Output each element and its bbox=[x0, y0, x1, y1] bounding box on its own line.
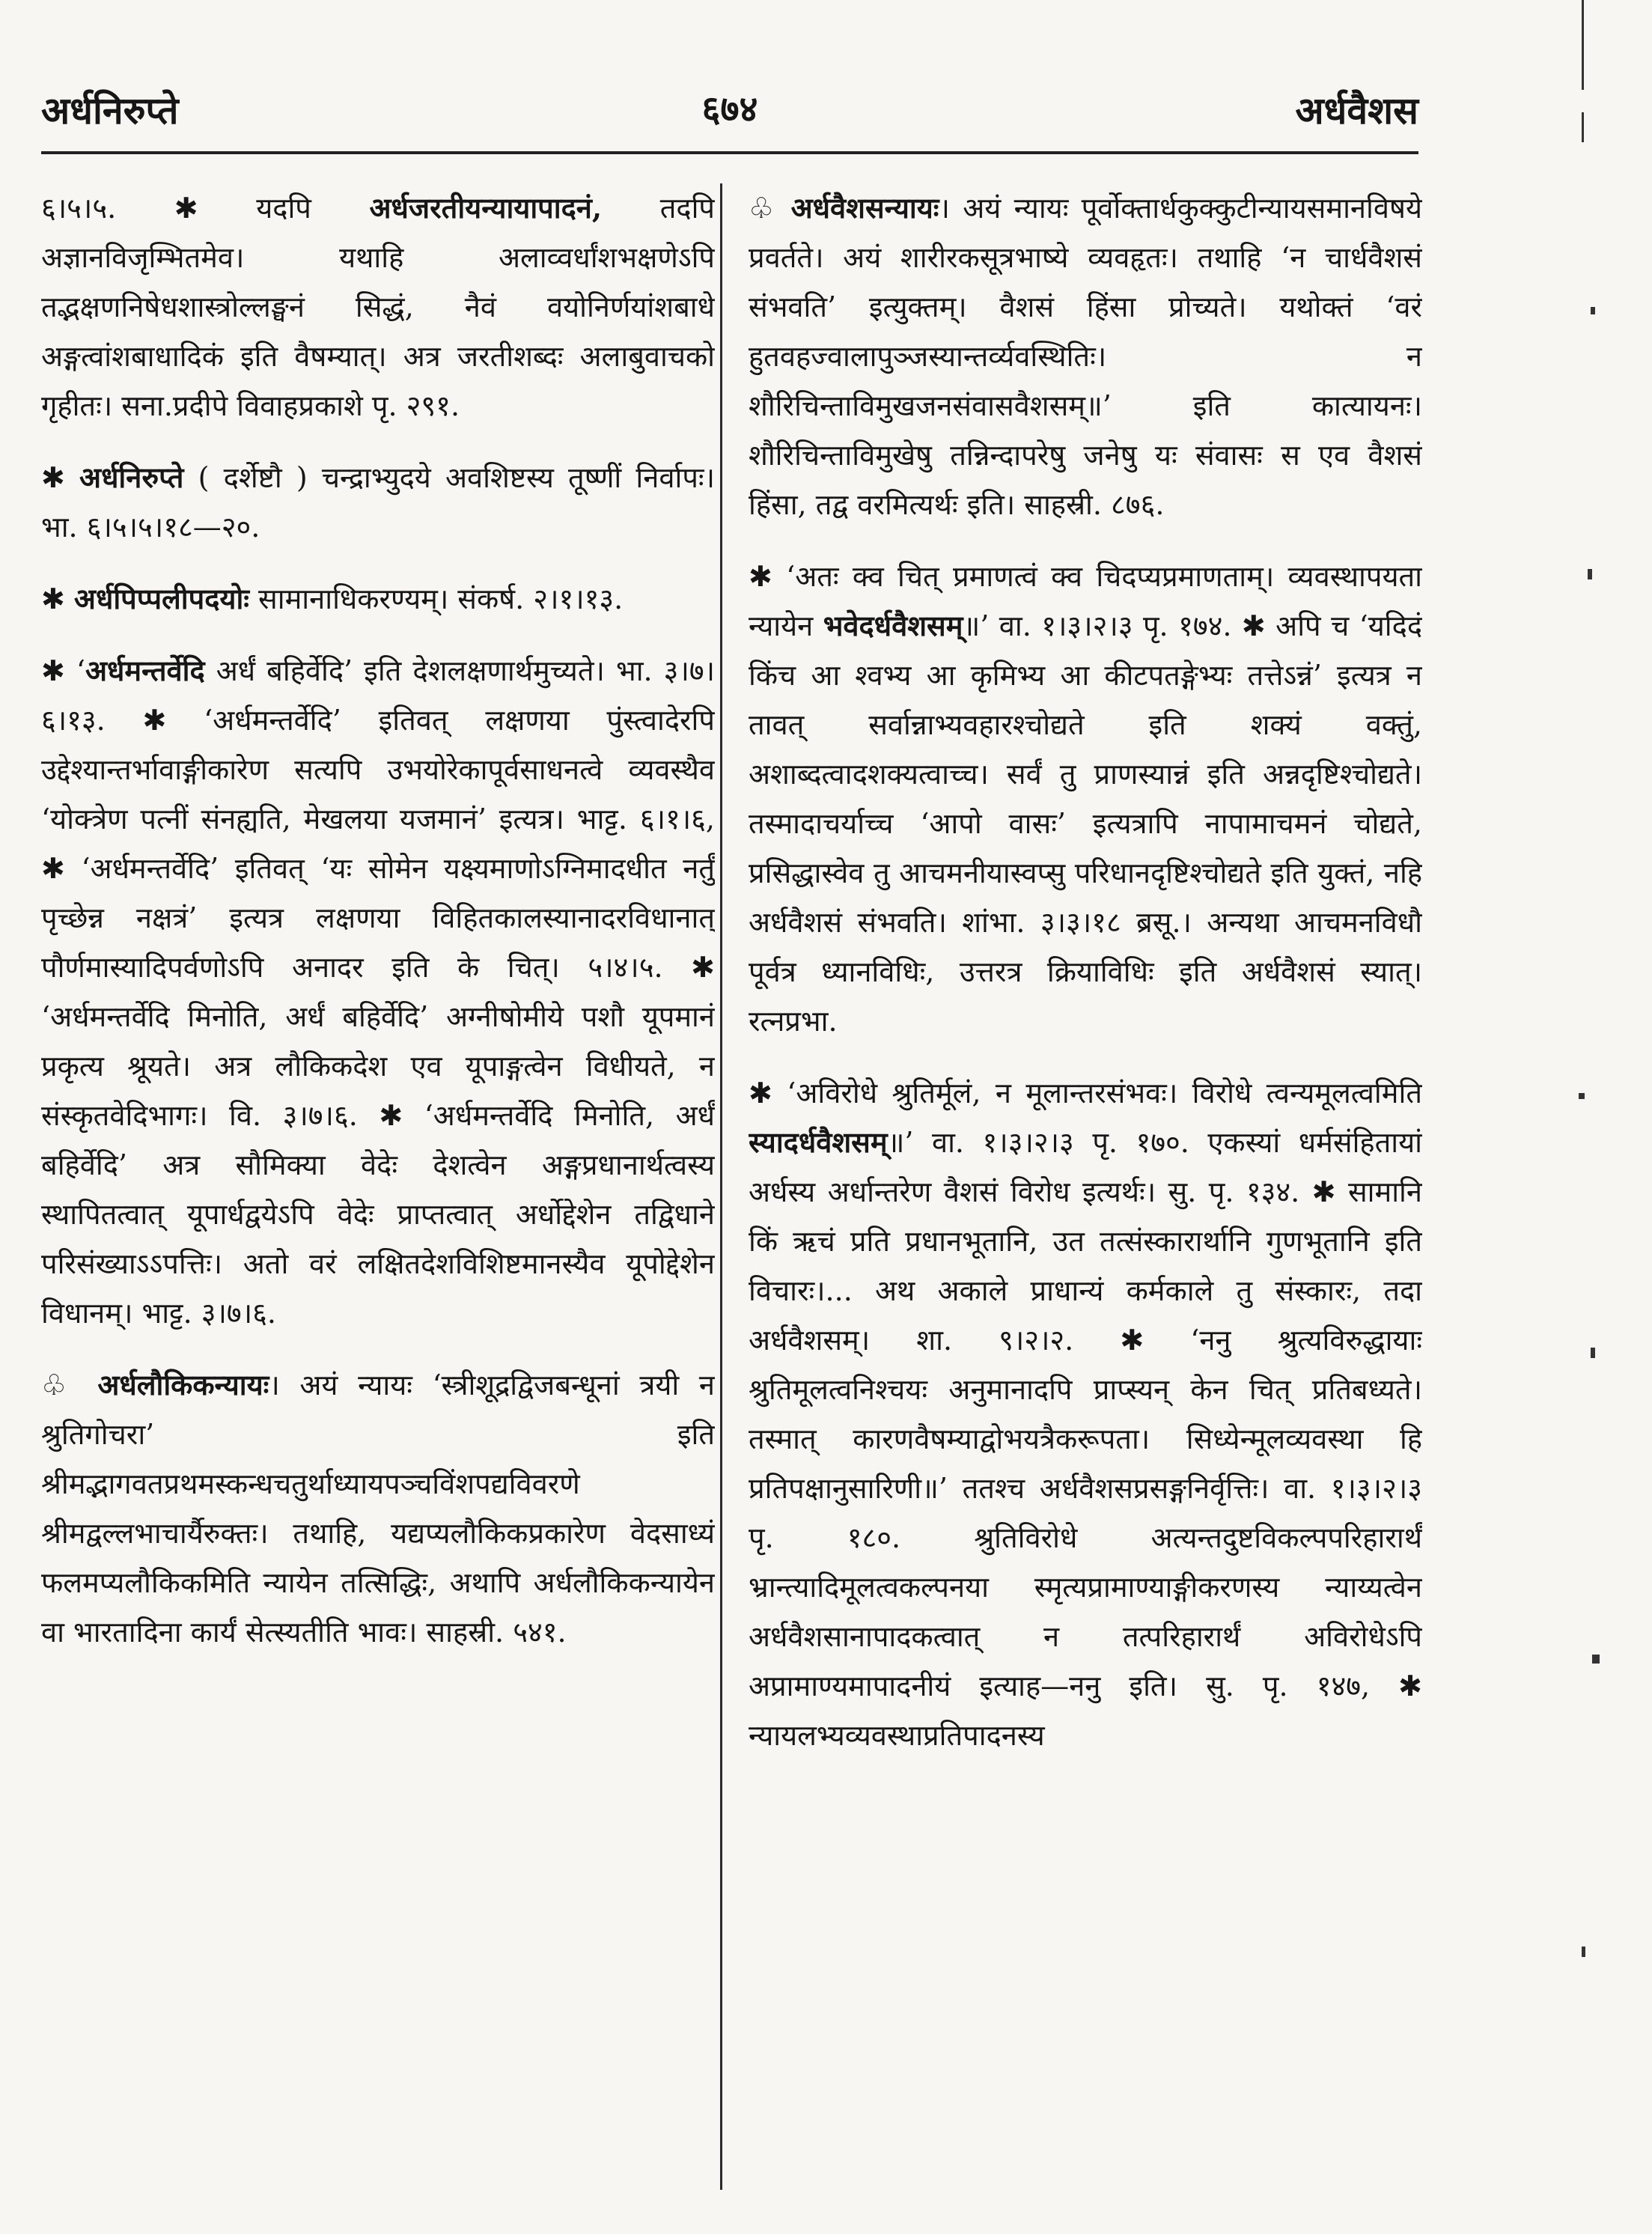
scan-mark bbox=[1582, 0, 1584, 90]
scan-mark bbox=[1582, 1947, 1585, 1957]
scan-mark bbox=[1591, 1348, 1595, 1358]
entry-ardhavaishasa-nyaya: ♧ अर्धवैशसन्यायः। अयं न्यायः पूर्वोक्तार्धकुक्कुटीन्यायसमानविषये प्रवर्तते। अयं शारीरकसूत्रभाष्ये व्यवहृतः। तथाहि ‘न चार्धवैशसं संभवति’ इत्युक्तम्। वैशसं हिंसा प्रोच्यते। यथोक्तं ‘वरं हुतवहज्वालापुञ्जस्यान्तर्व्यवस्थितिः। न शौरिचिन्ताविमुखजनसंवासवैशसम्॥’ इति कात्यायनः। शौरिचिन्ताविमुखेषु तन्निन्दापरेषु जनेषु यः संवासः स एव वैशसं हिंसा, तद्व वरमित्यर्थः इति। साहस्री. ८७६. bbox=[749, 191, 1422, 521]
right-column bbox=[749, 183, 1422, 2190]
column-divider bbox=[720, 183, 722, 2190]
entry-ardhavaishasa-quote: ✱ ‘अतः क्व चित् प्रमाणत्वं क्व चिदप्यप्रमाणताम्। व्यवस्थापयता न्यायेन भवेदर्धवैशसम्॥’ वा. १।३।२।३ पृ. १७४. ✱ अपि च ‘यदिदं किंच आ श्वभ्य आ कृमिभ्य आ कीटपतङ्गेभ्यः तत्तेऽन्नं’ इत्यत्र न तावत् सर्वान्नाभ्यवहारश्चोद्यते इति शक्यं वक्तुं, अशाब्दत्वादशक्यत्वाच्च। सर्वं तु प्राणस्यान्नं इति अन्नदृष्टिश्चोद्यते। तस्मादाचर्याच्च ‘आपो वासः’ इत्यत्रापि नापामाचमनं चोद्यते, प्रसिद्धास्वेव तु आचमनीयास्वप्सु परिधानदृष्टिश्चोद्यते इति युक्तं, नहि अर्धवैशसं संभवति। शांभा. ३।३।१८ ब्रसू.। अन्यथा आचमनविधौ पूर्वत्र ध्यानविधिः, उत्तरत्र क्रियाविधिः इति अर्धवैशसं स्यात्। रत्नप्रभा. bbox=[749, 560, 1422, 1038]
page-header bbox=[41, 84, 1418, 154]
page-number: ६७४ bbox=[701, 88, 758, 130]
left-column bbox=[41, 183, 715, 2190]
entry-ardhalaukika: ♧ अर्धलौकिकन्यायः। अयं न्यायः ‘स्त्रीशूद्रद्विजबन्धूनां त्रयी न श्रुतिगोचरा’ इति श्रीमद्भागवतप्रथमस्कन्धचतुर्थाध्यायपञ्चविंशपद्यविवरणे श्रीमद्वल्लभाचार्यैरुक्तः। तथाहि, यद्यप्यलौकिकप्रकारेण वेदसाध्यं फलमप्यलौकिकमिति न्यायेन तत्सिद्धिः, अथापि अर्धलौकिकन्यायेन वा भारतादिना कार्यं सेत्स्यतीति भावः। साहस्री. ५४१. bbox=[41, 1368, 715, 1649]
scan-mark bbox=[1588, 569, 1592, 579]
entry-ardhanirupte: ✱ अर्धनिरुप्ते ( दर्शेष्टौ ) चन्द्राभ्युदये अवशिष्टस्य तूष्णीं निर्वापः। भा. ६।५।५।१८—२०. bbox=[41, 460, 715, 544]
scan-mark bbox=[1582, 112, 1584, 142]
entry-ardhavaishasa-virodhe: ✱ ‘अविरोधे श्रुतिर्मूलं, न मूलान्तरसंभवः। विरोधे त्वन्यमूलत्वमिति स्यादर्धवैशसम्॥’ वा. १।३।२।३ पृ. १७०. एकस्यां धर्मसंहितायां अर्धस्य अर्धान्तरेण वैशसं विरोध इत्यर्थः। सु. पृ. १३४. ✱ सामानि किं ऋचं प्रति प्रधानभूतानि, उत तत्संस्कारार्थानि गुणभूतानि इति विचारः।... अथ अकाले प्राधान्यं कर्मकाले तु संस्कारः, तदा अर्धवैशसम्। शा. ९।२।२. ✱ ‘ननु श्रुत्यविरुद्धायाः श्रुतिमूलत्वनिश्चयः अनुमानादपि प्राप्स्यन् केन चित् प्रतिबध्यते। तस्मात् कारणवैषम्याद्वोभयत्रैकरूपता। सिध्येन्मूलव्यवस्था हि प्रतिपक्षानुसारिणी॥’ ततश्च अर्धवैशसप्रसङ्गनिर्वृत्तिः। वा. १।३।२।३ पृ. १८०. श्रुतिविरोधे अत्यन्तदुष्टविकल्पपरिहारार्थं भ्रान्त्यादिमूलत्वकल्पनया स्मृत्यप्रामाण्याङ्गीकरणस्य न्याय्यत्वेन अर्धवैशसानापादकत्वात् न तत्परिहारार्थं अविरोधेऽपि अप्रामाण्यमापादनीयं इत्याह—ननु इति। सु. पृ. १४७, ✱ न्यायलभ्यव्यवस्थाप्रतिपादनस्य bbox=[749, 1077, 1422, 1752]
entry-ardhapippali: ✱ अर्धपिप्पलीपदयोः सामानाधिकरण्यम्। संकर्ष. २।१।१३. bbox=[41, 582, 624, 615]
scan-mark bbox=[1592, 1655, 1600, 1664]
header-left-word: अर्धनिरुप्ते bbox=[41, 88, 179, 133]
scan-mark bbox=[1591, 307, 1595, 314]
scan-mark bbox=[1579, 1093, 1585, 1099]
margin-scan-marks bbox=[1561, 0, 1652, 2234]
entry-ardhamantarvedi: ✱ ‘अर्धमन्तर्वेदि अर्धं बहिर्वेदि’ इति देशलक्षणार्थमुच्यते। भा. ३।७।६।१३. ✱ ‘अर्धमन्तर्वेदि’ इतिवत् लक्षणया पुंस्त्वादेरपि उद्देश्यान्तर्भावाङ्गीकारेण सत्यपि उभयोरेकापूर्वसाधनत्वे व्यवस्थैव ‘योक्त्रेण पत्नीं संनह्यति, मेखलया यजमानं’ इत्यत्र। भाट्ट. ६।१।६, ✱ ‘अर्धमन्तर्वेदि’ इतिवत् ‘यः सोमेन यक्ष्यमाणोऽग्निमादधीत नर्तुं पृच्छेन्न नक्षत्रं’ इत्यत्र लक्षणया विहितकालस्यानादरविधानात् पौर्णमास्यादिपर्वणोऽपि अनादर इति के चित्। ५।४।५. ✱ ‘अर्धमन्तर्वेदि मिनोति, अर्धं बहिर्वेदि’ अग्नीषोमीये पशौ यूपमानं प्रकृत्य श्रूयते। अत्र लौकिकदेश एव यूपाङ्गत्वेन विधीयते, न संस्कृतवेदिभागः। वि. ३।७।६. ✱ ‘अर्धमन्तर्वेदि मिनोति, अर्धं बहिर्वेदि’ अत्र सौमिक्या वेदेः देशत्वेन अङ्गप्रधानार्थत्वस्य स्थापितत्वात् यूपार्धद्वयेऽपि वेदेः प्राप्तत्वात् अर्धोद्देशेन तद्विधाने परिसंख्याऽऽपत्तिः। अतो वरं लक्षितदेशविशिष्टमानस्यैव यूपोद्देशेन विधानम्। भाट्ट. ३।७।६. bbox=[41, 654, 715, 1330]
header-right-word: अर्धवैशस bbox=[1295, 88, 1418, 133]
entry-ardhajaratiya: ६।५।५. ✱ यदपि अर्धजरतीयन्यायापादनं, तदपि अज्ञानविजृम्भितमेव। यथाहि अलाव्वर्धांशभक्षणेऽपि तद्भक्षणनिषेधशास्त्रोल्लङ्घनं सिद्धं, नैवं वयोनिर्णयांशबाधे अङ्गत्वांशबाधादिकं इति वैषम्यात्। अत्र जरतीशब्दः अलाबुवाचको गृहीतः। सना.प्रदीपे विवाहप्रकाशे पृ. २९१. bbox=[41, 191, 715, 422]
